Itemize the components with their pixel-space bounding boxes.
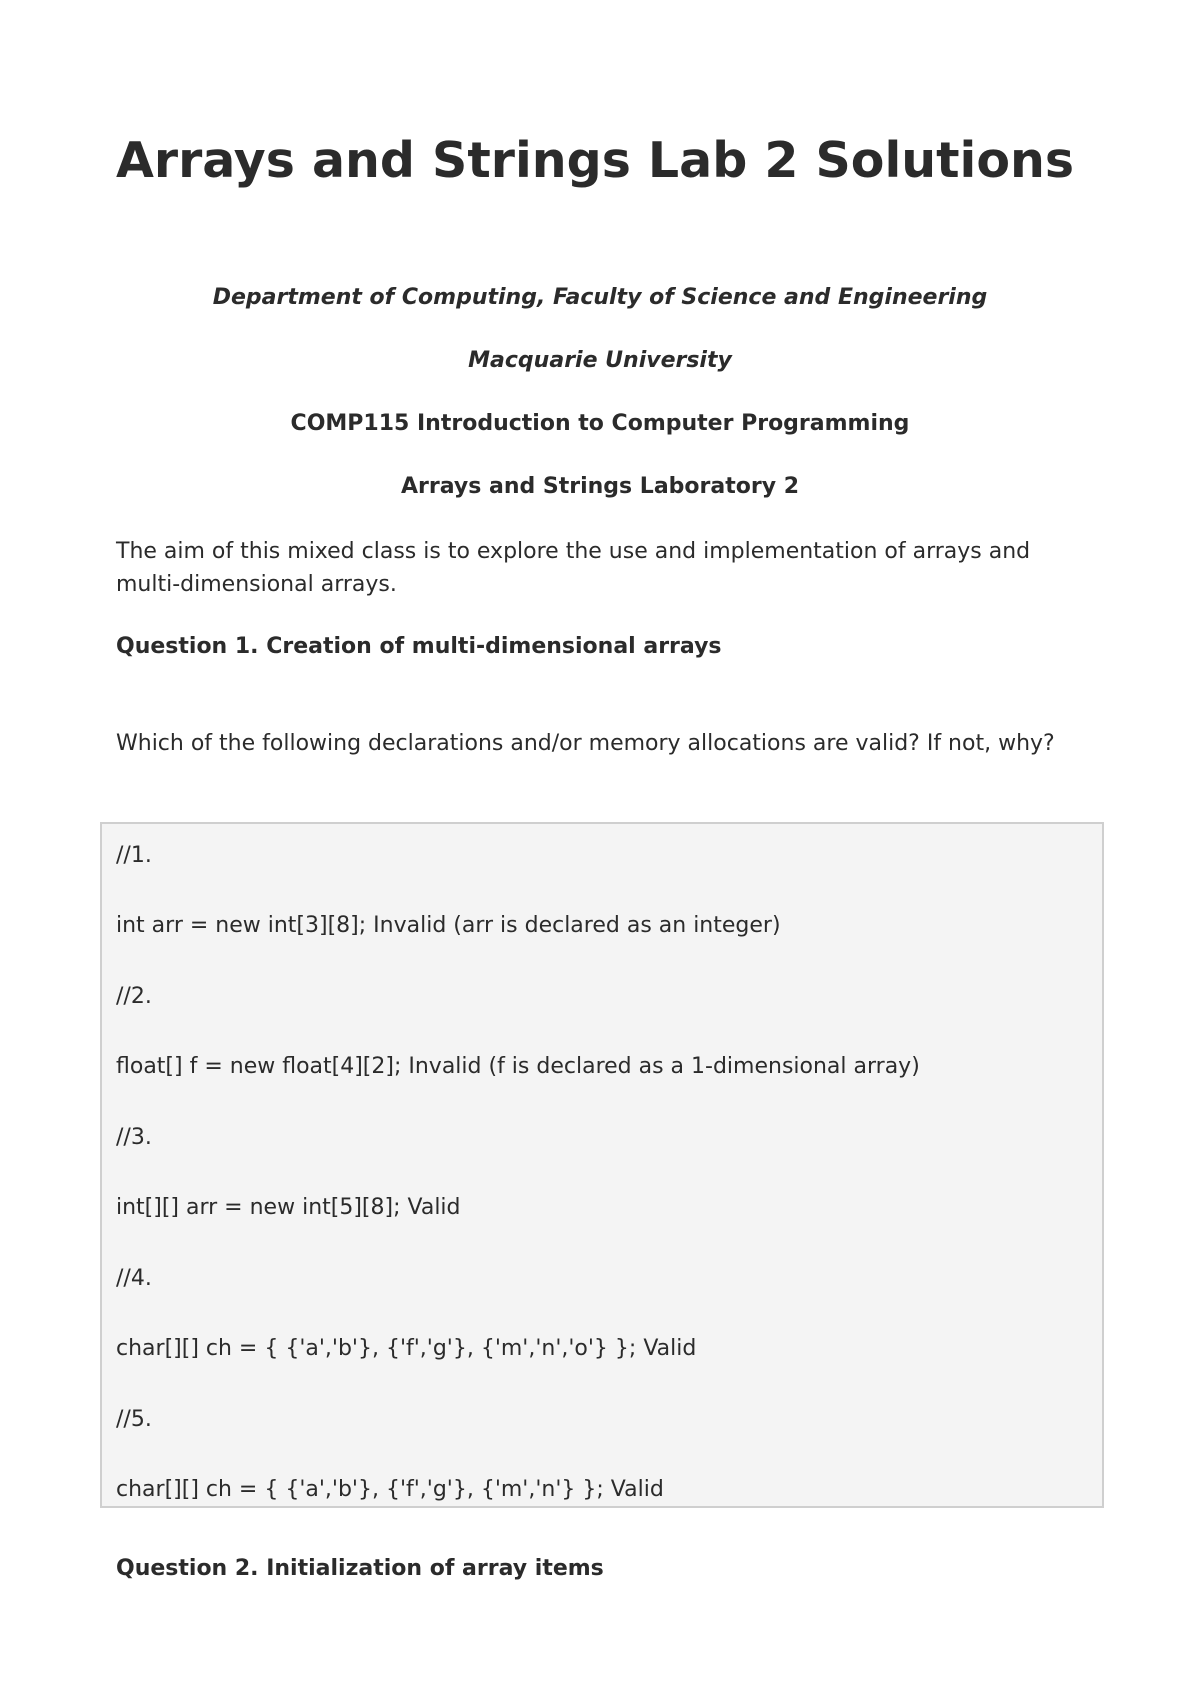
- question2-heading: Question 2. Initialization of array items: [116, 1556, 604, 1581]
- code-line: int arr = new int[3][8]; Invalid (arr is declared as an integer): [116, 913, 781, 938]
- code-line: //3.: [116, 1125, 152, 1150]
- department-line: Department of Computing, Faculty of Science and Engineering: [212, 285, 988, 310]
- university-line: Macquarie University: [468, 348, 732, 373]
- code-line: char[][] ch = { {'a','b'}, {'f','g'}, {'m','n'} }; Valid: [116, 1477, 664, 1502]
- lab-title-line: Arrays and Strings Laboratory 2: [400, 474, 800, 499]
- code-line: //1.: [116, 843, 152, 868]
- code-line: //5.: [116, 1407, 152, 1432]
- question1-prompt: Which of the following declarations and/or memory allocations are valid? If not, why?: [116, 731, 1055, 756]
- document-title: Arrays and Strings Lab 2 Solutions: [116, 132, 1075, 189]
- code-line: //2.: [116, 984, 152, 1009]
- code-line: float[] f = new float[4][2]; Invalid (f is declared as a 1-dimensional array): [116, 1054, 920, 1079]
- code-block: [100, 822, 1104, 1508]
- code-line: int[][] arr = new int[5][8]; Valid: [116, 1195, 461, 1220]
- code-line: //4.: [116, 1266, 152, 1291]
- question1-heading: Question 1. Creation of multi-dimensional arrays: [116, 634, 722, 659]
- course-line: COMP115 Introduction to Computer Programming: [290, 411, 910, 436]
- code-line: char[][] ch = { {'a','b'}, {'f','g'}, {'m','n','o'} }; Valid: [116, 1336, 697, 1361]
- intro-paragraph: The aim of this mixed class is to explore the use and implementation of arrays and multi-dimensional arrays.: [116, 539, 1031, 597]
